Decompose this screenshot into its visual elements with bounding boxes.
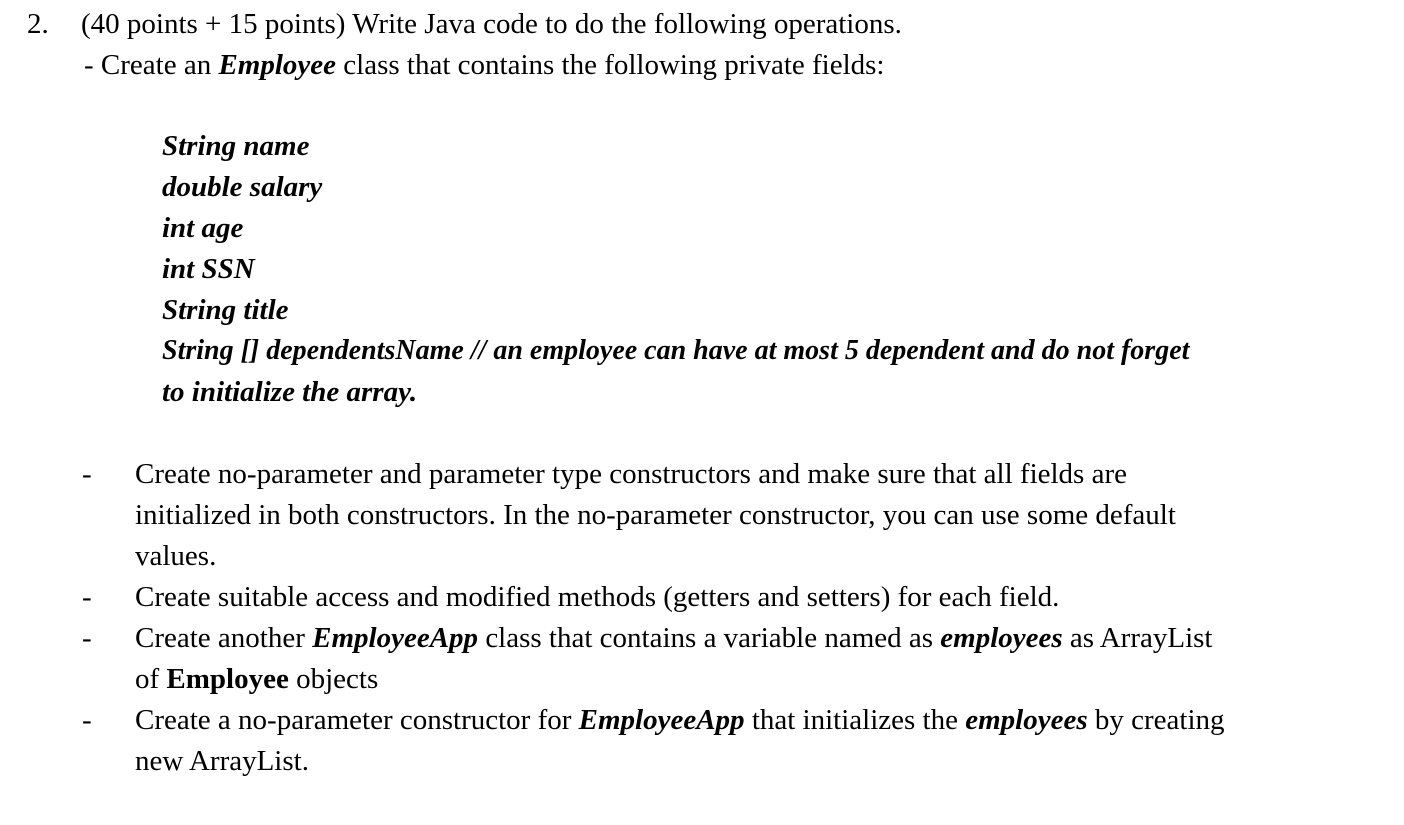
bullet-3-text: Create another [135,622,313,654]
bullet-2-line-1: Create suitable access and modified methods (getters and setters) for each field. [135,581,1060,613]
bullet-4-line-1 [135,706,1225,735]
field-age: int age [162,212,244,244]
question-number: 2. [27,8,49,40]
bullet-4-text: that initializes the [744,704,966,736]
bullet-marker: - [82,581,92,613]
intro-line [84,51,884,80]
employees-variable-name: employees [965,704,1088,736]
employeeapp-class-name: EmployeeApp [312,622,479,654]
field-ssn: int SSN [162,253,255,285]
intro-prefix: - Create an [84,49,219,81]
bullet-3-text: class that contains a variable named as [478,622,941,654]
field-salary: double salary [162,171,323,203]
field-name: String name [162,130,310,162]
bullet-3-line-1 [135,624,1212,653]
bullet-3-line-2 [135,665,378,694]
bullet-3-text: of [135,663,167,695]
question-header: (40 points + 15 points) Write Java code to do the following operations. [81,8,902,40]
bullet-1-line-3: values. [135,540,217,572]
employee-type-name: Employee [166,663,289,695]
bullet-1-line-2: initialized in both constructors. In the no-parameter constructor, you can use some default [135,499,1176,531]
bullet-marker: - [82,458,92,490]
bullet-4-text: Create a no-parameter constructor for [135,704,579,736]
bullet-3-text: as ArrayList [1062,622,1213,654]
bullet-3-text: objects [288,663,379,695]
employee-class-name: Employee [218,49,337,81]
bullet-4-text: by creating [1087,704,1225,736]
bullet-1-line-1: Create no-parameter and parameter type constructors and make sure that all fields are [135,458,1127,490]
intro-suffix: class that contains the following private fields: [336,49,885,81]
employees-variable-name: employees [940,622,1063,654]
bullet-marker: - [82,622,92,654]
employeeapp-class-name: EmployeeApp [578,704,745,736]
bullet-4-line-2: new ArrayList. [135,745,309,777]
field-dependents-name: String [] dependentsName // an employee can have at most 5 dependent and do not forget [162,335,1190,366]
field-title: String title [162,294,289,326]
field-dependents-note: to initialize the array. [162,376,418,408]
bullet-marker: - [82,704,92,736]
